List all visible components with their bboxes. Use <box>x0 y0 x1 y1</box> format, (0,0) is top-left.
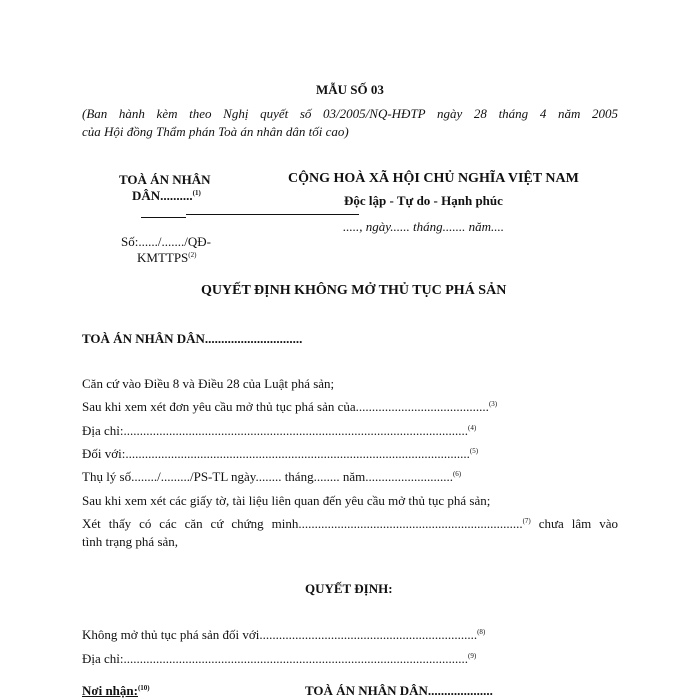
body-line-legal-basis: Căn cứ vào Điều 8 và Điều 28 của Luật phá sản; <box>82 376 335 391</box>
form-number: MẪU SỐ 03 <box>316 82 384 97</box>
signature-block: TOÀ ÁN NHÂN DÂN.................... <box>305 683 493 698</box>
finding-line-2: tình trạng phá sản, <box>82 534 179 549</box>
decision-line-address: Địa chỉ:..........................................................................................................$^{(9)}$ <box>82 651 477 666</box>
decision-number-line-2: KMTTPS$^{(2)}$ <box>137 250 197 265</box>
court-heading: TOÀ ÁN NHÂN DÂN.............................. <box>82 331 303 346</box>
body-line-petition: Sau khi xem xét đơn yêu cầu mở thủ tục phá sản của.........................................$^{(3)}$ <box>82 399 498 414</box>
document-title: QUYẾT ĐỊNH KHÔNG MỞ THỦ TỤC PHÁ SẢN <box>201 283 507 298</box>
decision-heading: QUYẾT ĐỊNH: <box>305 581 393 596</box>
recipients-label: Nơi nhận:$^{(10)}$ <box>82 683 150 698</box>
body-line-subject: Đối với:..........................................................................................................$^{(5)}$ <box>82 446 479 461</box>
republic-name: CỘNG HOÀ XÃ HỘI CHỦ NGHĨA VIỆT NAM <box>288 171 579 186</box>
motto-underline <box>186 214 359 215</box>
finding-line-1: Xét thấy có các căn cứ chứng minh.....................................................................$^{(7)}$ chưa lâm vào <box>82 516 618 531</box>
body-line-acceptance: Thụ lý số......../........./PS-TL ngày........ tháng........ năm...........................$^{(6)}$ <box>82 469 462 484</box>
issuance-line-1: (Ban hành kèm theo Nghị quyết số 03/2005/NQ-HĐTP ngày 28 tháng 4 năm 2005 <box>82 106 618 121</box>
national-motto: Độc lập - Tự do - Hạnh phúc <box>344 193 503 208</box>
date-line: ....., ngày...... tháng....... năm.... <box>343 219 505 234</box>
court-name-line-1: TOÀ ÁN NHÂN <box>119 172 211 187</box>
issuance-line-2: của Hội đồng Thẩm phán Toà án nhân dân tối cao) <box>82 124 349 139</box>
court-underline <box>141 217 186 218</box>
court-name-line-2: DÂN..........$^{(1)}$ <box>132 188 201 203</box>
decision-line-subject: Không mở thủ tục phá sản đối với...................................................................$^{(8)}$ <box>82 627 486 642</box>
body-line-documents: Sau khi xem xét các giấy tờ, tài liệu liên quan đến yêu cầu mở thủ tục phá sản; <box>82 493 491 508</box>
body-line-address: Địa chỉ:..........................................................................................................$^{(4)}$ <box>82 423 477 438</box>
decision-number-line-1: Số:....../......./QĐ- <box>121 234 211 249</box>
